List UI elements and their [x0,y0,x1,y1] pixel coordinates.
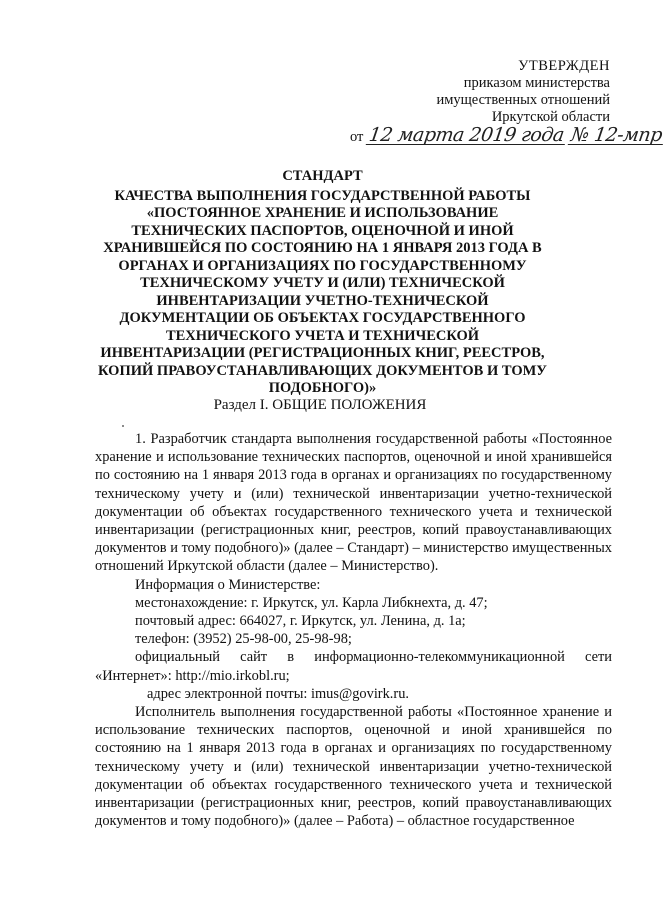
approval-date-line [350,124,664,146]
section-heading: Раздел I. ОБЩИЕ ПОЛОЖЕНИЯ [213,397,427,413]
approval-date-prefix: от [350,129,364,145]
approval-title: УТВЕРЖДЕН [518,58,610,74]
paragraph-2: Исполнитель выполнения государственной работы «Постоянное хранение и использование технических паспортов, оценочной и иной хранившейся по состоянию на 1 января 2013 года в органах и организациях по государственному техническому учету и (или) технической инвентаризации учетно-технической документации об объектах государственного технического учета и технической инвентаризации (регистрационных книг, реестров, копий правоустанавливающих документов и тому подобного)» (далее – Работа) – областное государственное [95,704,612,830]
info-email: адрес электронной почты: imus@govirk.ru. [147,685,409,702]
approval-line-order: приказом министерства [463,75,610,91]
info-heading: Информация о Министерстве: [135,576,321,593]
approval-line-ministry: имущественных отношений [436,92,610,108]
handwritten-date: 12 марта 2019 года [367,124,566,146]
info-location: местонахождение: г. Иркутск, ул. Карла Либкнехта, д. 47; [135,594,488,611]
scan-speck [122,425,124,427]
document-title [95,168,550,398]
info-postal-address: почтовый адрес: 664027, г. Иркутск, ул. Ленина, д. 1а; [135,613,466,630]
info-website: официальный сайт в информационно-телекоммуникационной сети «Интернет»: http://mio.irkobl.ru; [95,649,612,684]
handwritten-order-number: № 12-мпр [569,124,664,146]
info-phone: телефон: (3952) 25-98-00, 25-98-98; [135,631,352,648]
approval-stamp-block [350,58,664,146]
title-text: КАЧЕСТВА ВЫПОЛНЕНИЯ ГОСУДАРСТВЕННОЙ РАБОТЫ «ПОСТОЯННОЕ ХРАНЕНИЕ И ИСПОЛЬЗОВАНИЕ ТЕХНИЧЕСКИХ ПАСПОРТОВ, ОЦЕНОЧНОЙ И ИНОЙ ХРАНИВШЕЙСЯ ПО СОСТОЯНИЮ НА 1 ЯНВАРЯ 2013 ГОДА В ОРГАНАХ И ОРГАНИЗАЦИЯХ ПО ГОСУДАРСТВЕННОМУ ТЕХНИЧЕСКОМУ УЧЕТУ И (ИЛИ) ТЕХНИЧЕСКОЙ ИНВЕНТАРИЗАЦИИ УЧЕТНО-ТЕХНИЧЕСКОЙ ДОКУМЕНТАЦИИ ОБ ОБЪЕКТАХ ГОСУДАРСТВЕННОГО ТЕХНИЧЕСКОГО УЧЕТА И ТЕХНИЧЕСКОЙ ИНВЕНТАРИЗАЦИИ (РЕГИСТРАЦИОННЫХ КНИГ, РЕЕСТРОВ, КОПИЙ ПРАВОУСТАНАВЛИВАЮЩИХ ДОКУМЕНТОВ И ТОМУ ПОДОБНОГО)» [98,187,547,396]
approval-line-region: Иркутской области [491,109,610,125]
paragraph-1: 1. Разработчик стандарта выполнения государственной работы «Постоянное хранение и использование технических паспортов, оценочной и иной хранившейся по состоянию на 1 января 2013 года в органах и организациях по государственному техническому учету и (или) технической инвентаризации учетно-технической документации об объектах государственного технического учета и технической инвентаризации (регистрационных книг, реестров, копий правоустанавливающих документов и тому подобного)» (далее – Стандарт) – министерство имущественных отношений Иркутской области (далее – Министерство). [95,431,612,575]
title-standard-word: СТАНДАРТ [282,168,363,184]
document-body [95,430,612,830]
